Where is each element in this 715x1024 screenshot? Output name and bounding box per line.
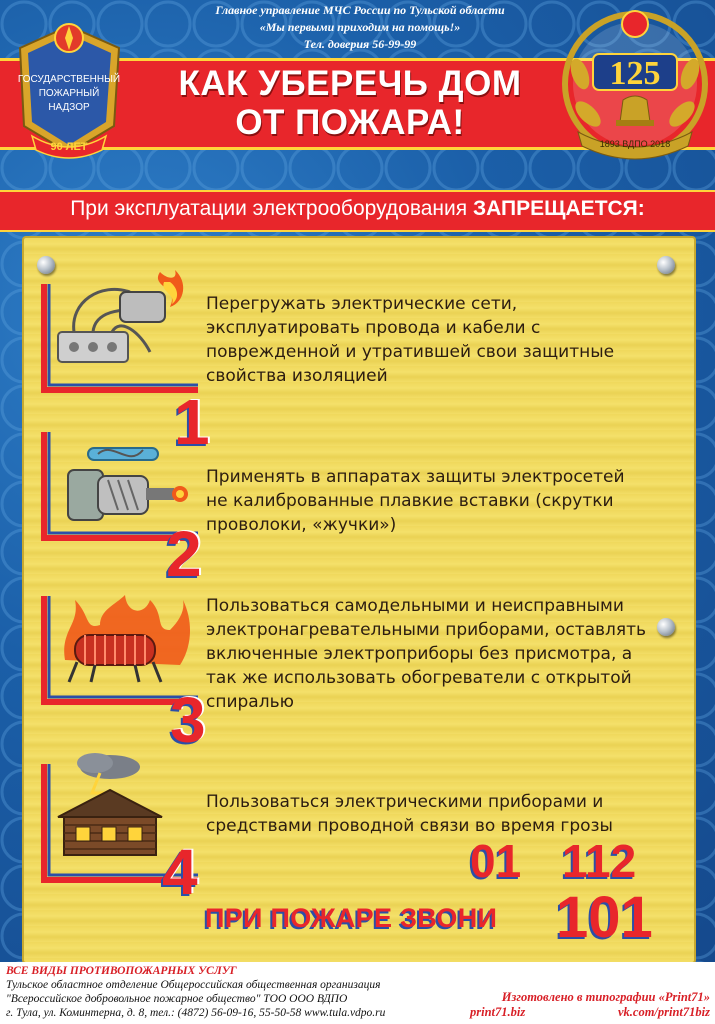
item-2-line: проволоки, «жучки») [206,515,397,535]
item-number-3: 3 [170,684,206,756]
house-lightning-icon [50,745,175,860]
item-3-line: так же использовать обогреватели с открытой [206,668,632,688]
emblem-left-ribbon: 90 ЛЕТ [50,141,88,153]
footer-site2[interactable]: vk.com/print71biz [617,1005,710,1019]
fire-supervision-emblem [2,8,137,163]
item-1-line: Перегружать электрические сети, [206,294,518,314]
phone-01: 01 [470,835,522,887]
call-label: ПРИ ПОЖАРЕ ЗВОНИ [205,903,498,933]
overloaded-socket-icon [50,262,195,387]
open-spiral-heater-icon [55,590,195,690]
item-1-text [206,292,614,388]
item-number-1: 1 [174,386,210,458]
title-line2: ОТ ПОЖАРА! [235,103,465,142]
emblem-left-line1: ГОСУДАРСТВЕННЫЙ [17,74,121,85]
item-4-text [206,790,613,838]
item-3-line: включенные электроприборы без присмотра, а [206,644,633,664]
vdpo-125-emblem [560,4,710,164]
emblem-right-number: 125 [609,55,661,92]
footer-right [470,990,710,1020]
subtitle-prefix: При эксплуатации электрооборудования [70,197,473,220]
emblem-left-line2: ПОЖАРНЫЙ [38,88,100,99]
pin-icon [657,618,675,636]
emblem-right-ribbon: 1893 ВДПО 2018 [599,139,671,149]
item-4-line: средствами проводной связи во время грозы [206,816,613,836]
phone-112: 112 [562,835,637,887]
phone-101: 101 [556,885,653,950]
pin-icon [657,256,675,274]
item-3-text [206,594,646,714]
subtitle-emphasis: ЗАПРЕЩАЕТСЯ: [472,197,645,220]
item-2-line: Применять в аппаратах защиты электросетей [206,467,625,487]
item-number-2: 2 [166,518,202,590]
title-line1: КАК УБЕРЕЧЬ ДОМ [178,64,522,103]
footer-site1[interactable]: print71.biz [470,1005,526,1019]
item-3-line: электронагревательными приборами, оставлять [206,620,647,640]
org-line1: Главное управление МЧС России по Тульской области [215,3,505,17]
org-line2: «Мы первыми приходим на помощь!» [259,20,461,34]
subtitle [10,196,705,222]
item-1-line: свойства изоляцией [206,366,388,386]
emblem-left-line3: НАДЗОР [48,102,90,113]
org-line3: Тел. доверия 56-99-99 [303,37,417,51]
footer-printed-by: Изготовлено в типографии «Print71» [501,990,710,1004]
item-2-line: не калиброванные плавкие вставки (скрутки [206,491,614,511]
footer-org1: Тульское областное отделение Общероссийская общественная организация [6,979,381,991]
footer-org2: "Всероссийское добровольное пожарное общество" ТОО ООО ВДПО [6,993,348,1005]
item-2-text [206,465,625,537]
item-3-line: Пользоваться самодельными и неисправными [206,596,624,616]
footer-services: ВСЕ ВИДЫ ПРОТИВОПОЖАРНЫХ УСЛУГ [6,965,237,977]
item-3-line: спиралью [206,692,294,712]
page-title [140,64,560,142]
item-4-line: Пользоваться электрическими приборами и [206,792,604,812]
item-1-line: эксплуатировать провода и кабели с [206,318,541,338]
item-1-line: поврежденной и утратившей свои защитные [206,342,615,362]
footer-left [6,964,476,1020]
footer-address: г. Тула, ул. Коминтерна, д. 8, тел.: (4872) 56-09-16, 55-50-58 www.tula.vdpo.ru [6,1007,386,1019]
header-info [150,2,570,53]
item-number-4: 4 [162,836,198,908]
